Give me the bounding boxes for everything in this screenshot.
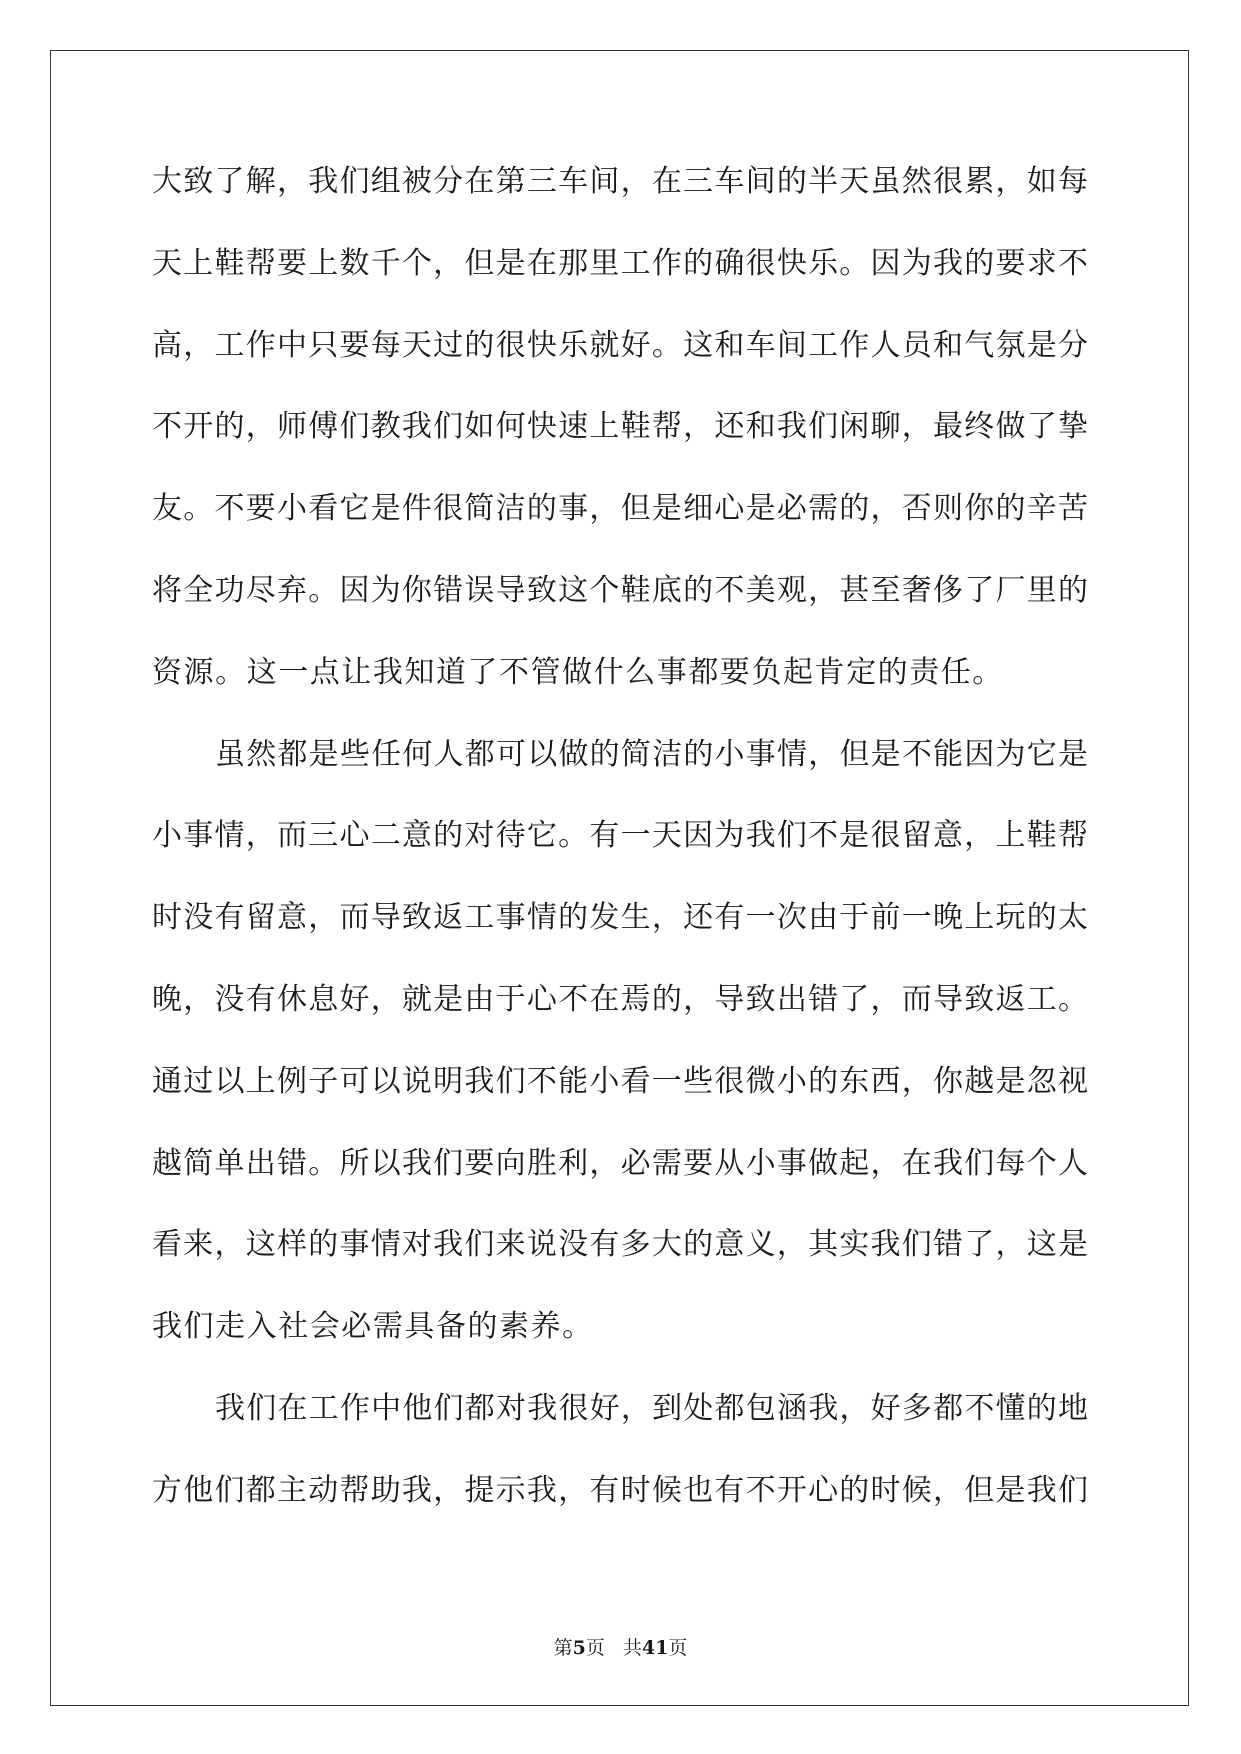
text-line: 将全功尽弃。因为你错误导致这个鞋底的不美观，甚至奢侈了厂里的 [152, 572, 1088, 608]
body-text [152, 158, 1088, 1549]
text-line: 看来，这样的事情对我们来说没有多大的意义，其实我们错了，这是 [152, 1227, 1088, 1263]
footer-total-suffix: 页 [668, 1637, 688, 1659]
text-line: 越简单出错。所以我们要向胜利，必需要从小事做起，在我们每个人 [152, 1145, 1088, 1181]
text-line: 时没有留意，而导致返工事情的发生，还有一次由于前一晚上玩的太 [152, 900, 1088, 936]
paragraph-start-line: 我们在工作中他们都对我很好，到处都包涵我，好多都不懂的地 [215, 1390, 1088, 1426]
text-line: 高，工作中只要每天过的很快乐就好。这和车间工作人员和气氛是分 [152, 327, 1088, 363]
footer-page-suffix: 页 [585, 1637, 605, 1659]
current-page-number: 5 [572, 1637, 586, 1659]
text-line: 不开的，师傅们教我们如何快速上鞋帮，还和我们闲聊，最终做了挚 [152, 409, 1088, 445]
text-line: 资源。这一点让我知道了不管做什么事都要负起肯定的责任。 [152, 654, 1004, 690]
text-line: 通过以上例子可以说明我们不能小看一些很微小的东西，你越是忽视 [152, 1063, 1088, 1099]
paragraph-start-line: 虽然都是些任何人都可以做的简洁的小事情，但是不能因为它是 [215, 736, 1088, 772]
text-line: 晚，没有休息好，就是由于心不在焉的，导致出错了，而导致返工。 [152, 981, 1088, 1017]
total-page-count: 41 [641, 1637, 669, 1659]
footer-prefix: 第 [553, 1637, 573, 1659]
text-line: 小事情，而三心二意的对待它。有一天因为我们不是很留意，上鞋帮 [152, 818, 1088, 854]
footer-total-prefix: 共 [622, 1637, 642, 1659]
text-line: 友。不要小看它是件很简洁的事，但是细心是必需的，否则你的辛苦 [152, 491, 1088, 527]
text-line: 大致了解，我们组被分在第三车间，在三车间的半天虽然很累，如每 [152, 164, 1088, 199]
text-line: 天上鞋帮要上数千个，但是在那里工作的确很快乐。因为我的要求不 [152, 245, 1088, 281]
text-line: 方他们都主动帮助我，提示我，有时候也有不开心的时候，但是我们 [152, 1472, 1088, 1508]
text-line: 我们走入社会必需具备的素养。 [152, 1309, 594, 1345]
page-footer [0, 1636, 1241, 1660]
